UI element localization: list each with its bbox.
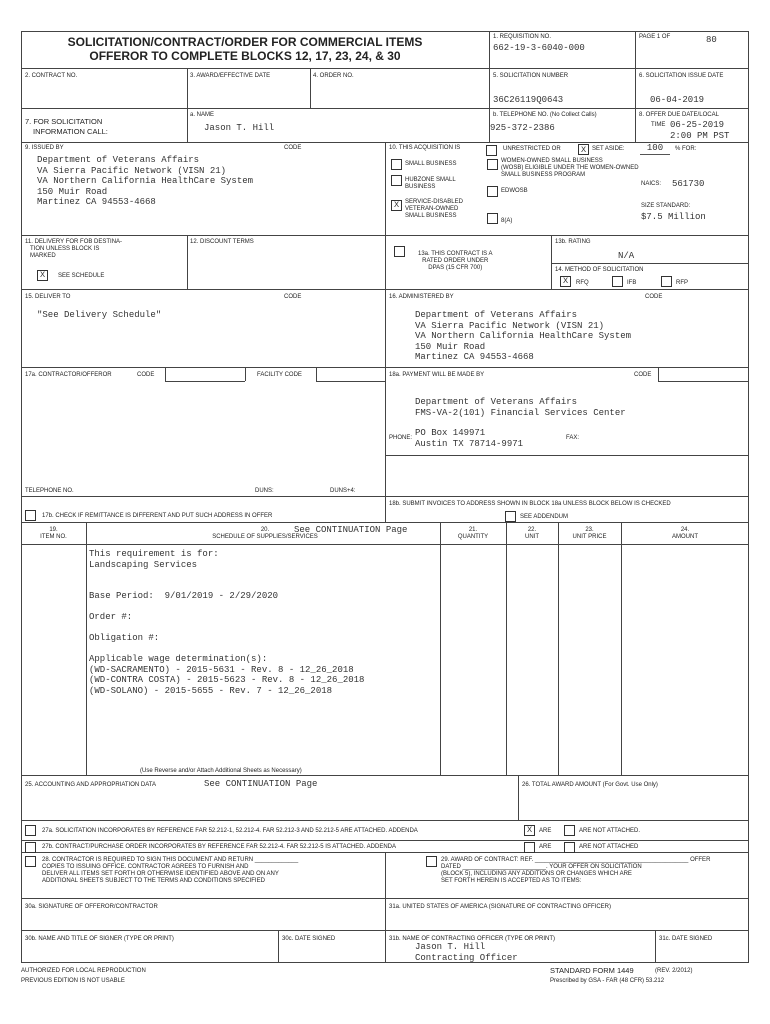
set-aside-percent: 100 <box>640 143 670 155</box>
naics-label: NAICS: <box>641 181 662 187</box>
29-checkbox[interactable] <box>426 856 437 867</box>
set-aside-checkbox[interactable]: X <box>578 144 589 155</box>
quantity-header <box>440 527 506 541</box>
28-text <box>42 857 298 885</box>
acquisition-label: 10. THIS ACQUISITION IS <box>389 145 461 151</box>
col-label: AMOUNT <box>672 534 698 540</box>
label-line: BUSINESS <box>405 184 436 190</box>
address-line: Martinez CA 94553-4668 <box>415 352 534 362</box>
ifb-label: IFB <box>627 280 637 286</box>
unit-header <box>506 527 558 541</box>
label-line: 11. DELIVERY FOR FOB DESTINA- <box>25 239 123 245</box>
unrestricted-label: UNRESTRICTED OR <box>503 146 561 152</box>
8a-label: 8(A) <box>501 218 513 224</box>
delivery-label <box>25 239 122 260</box>
col-label: QUANTITY <box>457 534 489 540</box>
hubzone-label <box>405 177 456 191</box>
col-label: UNIT <box>525 534 539 540</box>
col-number: 24. <box>680 527 690 533</box>
accounting-label: 25. ACCOUNTING AND APPROPRIATION DATA <box>25 782 157 788</box>
contractor-label: 17a. CONTRACTOR/OFFEROR <box>25 372 112 378</box>
label-line: SMALL BUSINESS PROGRAM <box>501 172 586 178</box>
duns-label: DUNS: <box>255 488 274 494</box>
27a-are-not-checkbox[interactable] <box>564 825 575 836</box>
remittance-checkbox[interactable] <box>25 510 36 521</box>
col-number: 23. <box>585 527 594 533</box>
name-label: a. NAME <box>190 112 215 118</box>
col-number: 21. <box>468 527 478 533</box>
size-standard-label: SIZE STANDARD: <box>641 203 691 209</box>
deliver-code-label: CODE <box>284 294 302 300</box>
edwosb-label: EDWOSB <box>501 188 528 194</box>
address-line: 150 Muir Road <box>415 341 486 352</box>
title-line-2: OFFEROR TO COMPLETE BLOCKS 12, 17, 23, 24, & 30 <box>89 49 401 63</box>
payment-fax-label: FAX: <box>566 435 580 441</box>
8a-checkbox[interactable] <box>487 213 498 224</box>
31c-label: 31c. DATE SIGNED <box>659 936 713 942</box>
sdvosb-label <box>405 199 463 220</box>
label-line: SERVICE-DISABLED <box>405 199 463 205</box>
offer-due-label: 8. OFFER DUE DATE/LOCAL <box>639 112 719 118</box>
percent-for-label: % FOR: <box>675 146 697 152</box>
27b-are-label: ARE <box>539 844 552 850</box>
27b-checkbox[interactable] <box>25 842 36 853</box>
time-label: TIME <box>651 122 666 128</box>
rfp-checkbox[interactable] <box>661 276 672 287</box>
size-standard: $7.5 Million <box>641 212 706 222</box>
28-checkbox[interactable] <box>25 856 36 867</box>
rfp-label: RFP <box>676 280 688 286</box>
officer-name: Jason T. Hill <box>415 942 486 952</box>
offer-due-date: 06-25-2019 <box>670 120 725 130</box>
authorized-text: AUTHORIZED FOR LOCAL REPRODUCTION <box>21 968 146 974</box>
issue-date: 06-04-2019 <box>650 95 705 105</box>
label-line: SMALL BUSINESS <box>405 213 457 219</box>
address-line: VA Sierra Pacific Network (VISN 21) <box>415 320 605 331</box>
address-line: FMS-VA-2(101) Financial Services Center <box>415 407 626 418</box>
admin-code-label: CODE <box>645 294 663 300</box>
contact-name: Jason T. Hill <box>204 123 275 133</box>
label-line: RATED ORDER UNDER <box>422 258 489 264</box>
form-title <box>35 35 455 63</box>
requisition-label: 1. REQUISITION NO. <box>493 34 552 40</box>
award-date-label: 3. AWARD/EFFECTIVE DATE <box>190 73 271 79</box>
text-line: 29. AWARD OF CONTRACT: REF. ______________________________________________ OFFER <box>441 857 711 863</box>
schedule-description: This requirement is for: Landscaping Services Base Period: 9/01/2019 - 2/29/2020 Order #: Obligation #: Applicable wage determination(s): (WD-SACRAMENTO) - 2015-5631 - Rev. 8 - 12_26_2018 (WD-CONTRA COSTA) - 2015-5623 - Rev. 8 - 12_26_2018 (WD-SOLANO) - 2015-5655 - Rev. 7 - 12_26_2018 <box>89 549 365 696</box>
issue-date-label: 6. SOLICITATION ISSUE DATE <box>639 73 724 79</box>
27b-are-not-checkbox[interactable] <box>564 842 575 853</box>
rfq-label: RFQ <box>576 280 589 286</box>
unrestricted-checkbox[interactable] <box>486 145 497 156</box>
wosb-label <box>501 158 639 179</box>
label-line: 13a. THIS CONTRACT IS A <box>418 251 493 257</box>
text-line: 28. CONTRACTOR IS REQUIRED TO SIGN THIS DOCUMENT AND RETURN _____________ <box>42 857 299 863</box>
27b-label: 27b. CONTRACT/PURCHASE ORDER INCORPORATES BY REFERENCE FAR 52.212-4. FAR 52.212-5 IS ATTACHED. ADDENDA <box>42 844 396 850</box>
address-line: Department of Veterans Affairs <box>415 397 578 407</box>
payment-code-label: CODE <box>634 372 652 378</box>
contact-phone: 925-372-2386 <box>490 123 555 133</box>
reverse-note: (Use Reverse and/or Attach Additional Sheets as Necessary) <box>140 768 302 774</box>
discount-terms-label: 12. DISCOUNT TERMS <box>190 239 254 245</box>
small-business-checkbox[interactable] <box>391 159 402 170</box>
col-number: 22. <box>527 527 537 533</box>
payment-address <box>415 397 626 449</box>
solicitation-number: 36C26119Q0643 <box>493 95 564 105</box>
accounting-value: See CONTINUATION Page <box>204 779 318 789</box>
phone-label: b. TELEPHONE NO. (No Collect Calls) <box>493 112 597 118</box>
text-line: DATED _________________________. YOUR OFFER ON SOLICITATION <box>441 864 642 870</box>
rating-label: 13b. RATING <box>555 239 591 245</box>
address-line: 150 Muir Road <box>37 186 108 197</box>
address-line: PO Box 149971 <box>415 428 486 438</box>
remittance-label: 17b. CHECK IF REMITTANCE IS DIFFERENT AND PUT SUCH ADDRESS IN OFFER <box>42 513 273 519</box>
address-line: Austin TX 78714-9971 <box>415 438 524 449</box>
text-line: (BLOCK 5), INCLUDING ANY ADDITIONS OR CHANGES WHICH ARE <box>441 871 632 877</box>
address-line: VA Sierra Pacific Network (VISN 21) <box>37 165 227 176</box>
27a-checkbox[interactable] <box>25 825 36 836</box>
see-schedule-label: SEE SCHEDULE <box>58 273 105 279</box>
payment-label: 18a. PAYMENT WILL BE MADE BY <box>389 372 485 378</box>
label-line: VETERAN-OWNED <box>405 206 459 212</box>
label-line: TION UNLESS BLOCK IS <box>30 246 100 252</box>
deliver-to-label: 15. DELIVER TO <box>25 294 71 300</box>
page-label: PAGE 1 OF <box>639 34 671 40</box>
col-label: ITEM NO. <box>40 534 67 540</box>
ifb-checkbox[interactable] <box>612 276 623 287</box>
officer-title: Contracting Officer <box>415 952 518 963</box>
label-line: DPAS (15 CFR 700) <box>428 265 483 271</box>
form-number: STANDARD FORM 1449 <box>550 966 634 975</box>
order-no-label: 4. ORDER NO. <box>313 73 354 79</box>
continuation-note: See CONTINUATION Page <box>294 525 408 535</box>
unit-price-header <box>558 527 621 541</box>
issued-by-label: 9. ISSUED BY <box>25 145 64 151</box>
offer-due-time: 2:00 PM PST <box>670 131 730 141</box>
30a-label: 30a. SIGNATURE OF OFFEROR/CONTRACTOR <box>25 904 158 910</box>
30c-label: 30c. DATE SIGNED <box>282 936 336 942</box>
requisition-number: 662-19-3-6040-000 <box>493 43 585 53</box>
wosb-checkbox[interactable] <box>487 159 498 170</box>
telephone-label: TELEPHONE NO. <box>25 488 74 494</box>
text-line: COPIES TO ISSUING OFFICE. CONTRACTOR AGREES TO FURNISH AND <box>42 864 249 870</box>
address-line: Department of Veterans Affairs <box>37 155 200 165</box>
col-label: SCHEDULE OF SUPPLIES/SERVICES <box>212 534 318 540</box>
item-no-header <box>21 527 86 541</box>
col-number: 19. <box>49 527 58 533</box>
see-schedule-checkbox[interactable]: X <box>37 270 48 281</box>
payment-phone-label: PHONE: <box>389 435 413 441</box>
address-line <box>415 418 626 428</box>
form-revision: (REV. 2/2012) <box>655 968 693 974</box>
text-line: DELIVER ALL ITEMS SET FORTH OR OTHERWISE IDENTIFIED ABOVE AND ON ANY <box>42 871 279 877</box>
27a-are-checkbox[interactable]: X <box>524 825 535 836</box>
rating-value: N/A <box>618 251 635 261</box>
label-line: HUBZONE SMALL <box>405 177 456 183</box>
label-line: WOMEN-OWNED SMALL BUSINESS <box>501 158 603 164</box>
naics-code: 561730 <box>672 179 705 189</box>
rfq-checkbox[interactable]: X <box>560 276 571 287</box>
29-text <box>441 857 710 885</box>
contract-no-label: 2. CONTRACT NO. <box>25 73 78 79</box>
amount-header <box>621 527 749 541</box>
page-total: 80 <box>706 35 717 45</box>
rated-order-checkbox[interactable] <box>394 246 405 257</box>
31a-label: 31a. UNITED STATES OF AMERICA (SIGNATURE OF CONTRACTING OFFICER) <box>389 904 612 910</box>
27a-label: 27a. SOLICITATION INCORPORATES BY REFERENCE FAR 52.212-1, 52.212-4. FAR 52.212-3 AND 52.212-5 ARE ATTACHED. ADDENDA <box>42 828 418 834</box>
30b-label: 30b. NAME AND TITLE OF SIGNER (TYPE OR PRINT) <box>25 936 174 942</box>
issued-code-label: CODE <box>284 145 302 151</box>
label-line: INFORMATION CALL: <box>33 127 108 136</box>
31b-label: 31b. NAME OF CONTRACTING OFFICER (TYPE OR PRINT) <box>389 936 556 942</box>
edwosb-checkbox[interactable] <box>487 186 498 197</box>
method-label: 14. METHOD OF SOLICITATION <box>555 267 644 273</box>
small-business-label: SMALL BUSINESS <box>405 161 457 167</box>
see-addendum-checkbox[interactable] <box>505 511 516 522</box>
address-line: VA Northern California HealthCare System <box>415 331 632 341</box>
solicitation-no-label: 5. SOLICITATION NUMBER <box>493 73 569 79</box>
label-line: (WOSB) ELIGIBLE UNDER THE WOMEN-OWNED <box>501 165 639 171</box>
previous-edition-text: PREVIOUS EDITION IS NOT USABLE <box>21 978 125 984</box>
text-line: SET FORTH HEREIN IS ACCEPTED AS TO ITEMS: <box>441 878 582 884</box>
rated-order-label <box>418 251 492 272</box>
col-label: UNIT PRICE <box>572 534 607 540</box>
address-line: Martinez CA 94553-4668 <box>37 197 156 207</box>
contractor-code-label: CODE <box>137 372 155 378</box>
administered-by-label: 16. ADMINISTERED BY <box>389 294 454 300</box>
facility-code-label: FACILITY CODE <box>257 372 302 378</box>
submit-invoices-label: 18b. SUBMIT INVOICES TO ADDRESS SHOWN IN BLOCK 18a UNLESS BLOCK BELOW IS CHECKED <box>389 501 671 507</box>
for-solicitation-label <box>25 117 108 137</box>
prescribed-by: Prescribed by GSA - FAR (48 CFR) 53.212 <box>550 978 665 984</box>
27b-are-checkbox[interactable] <box>524 842 535 853</box>
hubzone-checkbox[interactable] <box>391 175 402 186</box>
contracting-officer <box>415 942 518 963</box>
administered-by-address <box>415 310 631 363</box>
footer-left <box>21 968 146 985</box>
deliver-to-value: "See Delivery Schedule" <box>37 310 162 320</box>
duns4-label: DUNS+4: <box>330 488 356 494</box>
title-line-1: SOLICITATION/CONTRACT/ORDER FOR COMMERCIAL ITEMS <box>67 35 423 49</box>
label-line: 7. FOR SOLICITATION <box>25 117 103 126</box>
col-number: 20. <box>260 527 270 533</box>
27a-are-label: ARE <box>539 828 552 834</box>
set-aside-label: SET ASIDE: <box>592 146 625 152</box>
address-line: Department of Veterans Affairs <box>415 310 578 320</box>
address-line: VA Northern California HealthCare System <box>37 176 254 186</box>
text-line: ADDITIONAL SHEETS SUBJECT TO THE TERMS AND CONDITIONS SPECIFIED <box>42 878 265 884</box>
issued-by-address <box>37 155 253 208</box>
sdvosb-checkbox[interactable]: X <box>391 200 402 211</box>
see-addendum-label: SEE ADDENDUM <box>520 514 569 520</box>
27b-are-not-label: ARE NOT ATTACHED <box>579 844 639 850</box>
total-award-label: 26. TOTAL AWARD AMOUNT (For Govt. Use Only) <box>522 782 658 788</box>
label-line: MARKED <box>30 253 56 259</box>
27a-are-not-label: ARE NOT ATTACHED. <box>579 828 641 834</box>
